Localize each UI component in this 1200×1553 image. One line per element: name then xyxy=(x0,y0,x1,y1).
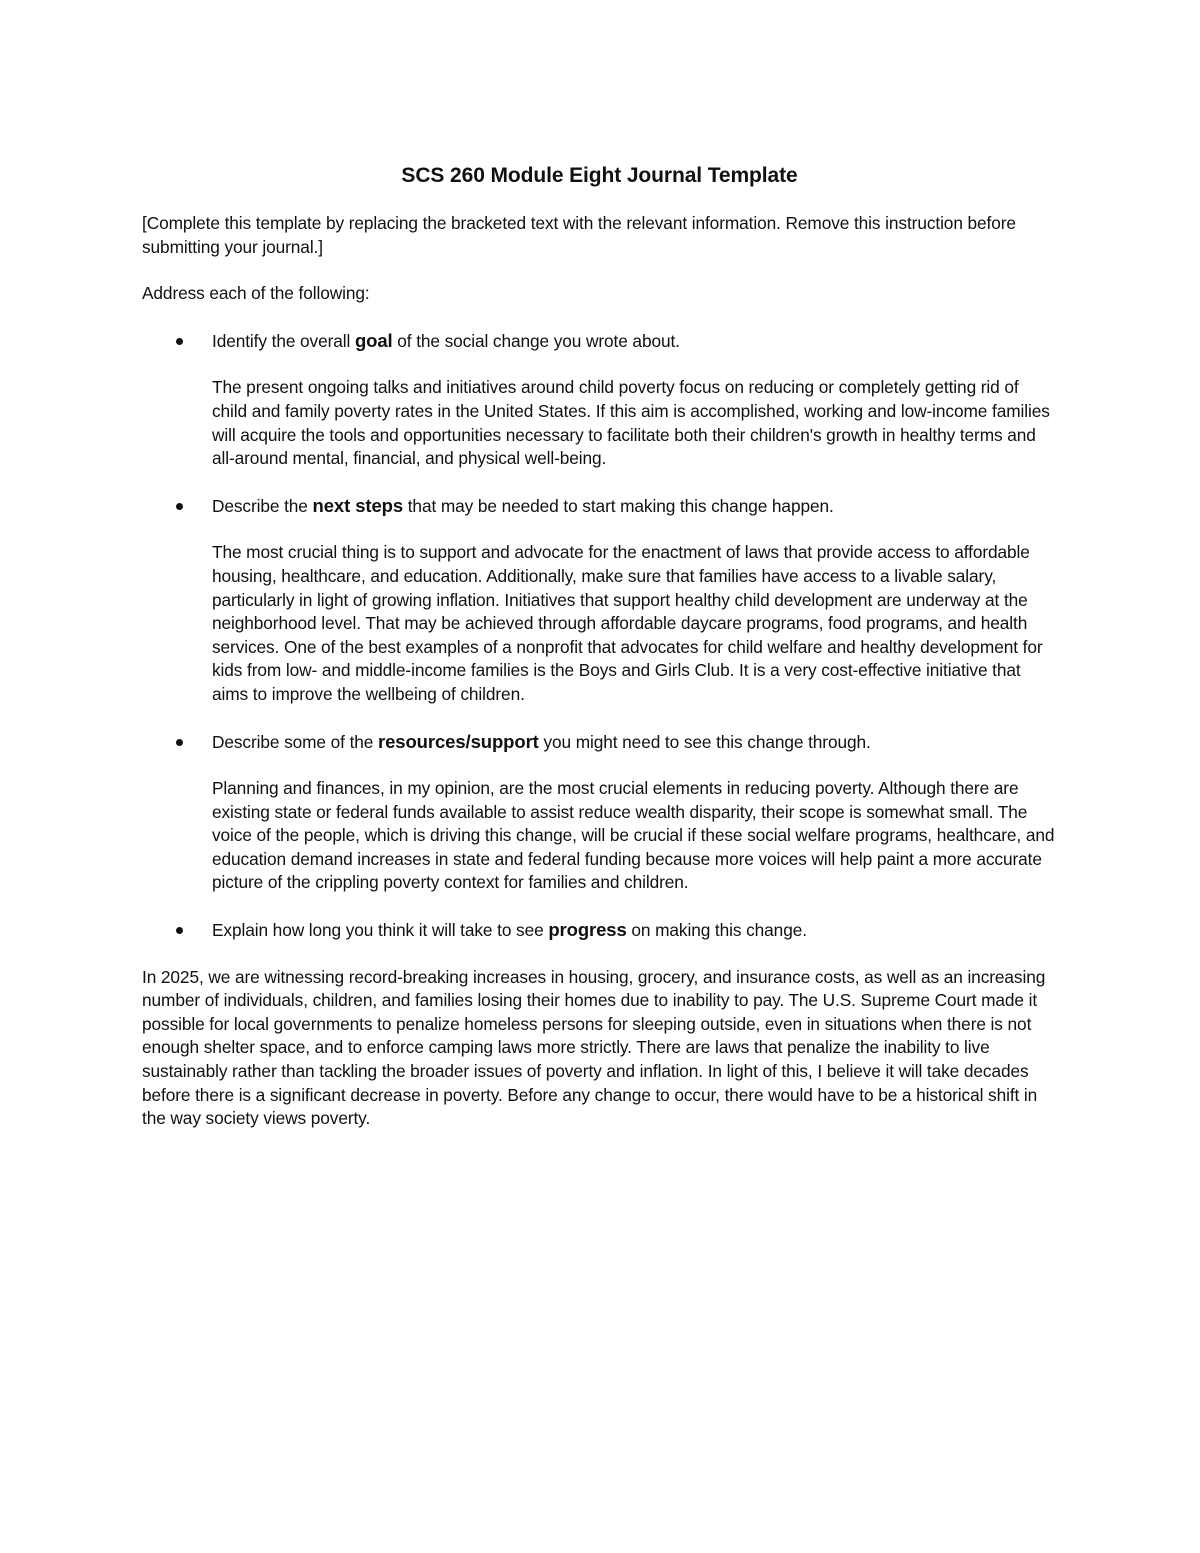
prompt-text: Identify the overall xyxy=(212,330,355,351)
bullet-icon xyxy=(176,927,183,934)
prompt-keyword: resources/support xyxy=(378,730,539,752)
answer-resources: Planning and finances, in my opinion, are the most crucial elements in reducing poverty. Although there are existing state or federal funds available to assist reduce wealth disparity, their scope is somewhat small. The voice of the people, which is driving this change, will be crucial if these social welfare programs, healthcare, and education demand increases in state and federal funding because more voices will help paint a more accurate picture of the crippling poverty context for families and children. xyxy=(212,778,1055,893)
bullet-icon xyxy=(176,503,183,510)
bullet-icon xyxy=(176,338,183,345)
prompt-text: Explain how long you think it will take to see xyxy=(212,920,549,941)
page-title: SCS 260 Module Eight Journal Template xyxy=(401,164,798,187)
prompt-text: of the social change you wrote about. xyxy=(392,330,680,351)
instruction-text: [Complete this template by replacing the bracketed text with the relevant information. Remove this instruction before submitting your journal.] xyxy=(142,213,1016,257)
address-intro: Address each of the following: xyxy=(142,283,370,304)
question-prompt-next-steps xyxy=(212,494,1057,519)
question-prompt-resources xyxy=(212,730,1057,755)
list-item-goal xyxy=(142,329,1057,471)
prompt-text: you might need to see this change through. xyxy=(538,731,871,752)
question-prompt-goal xyxy=(212,329,1057,354)
answer-next-steps: The most crucial thing is to support and advocate for the enactment of laws that provide access to affordable housing, healthcare, and education. Additionally, make sure that families have access to a livable salary, particularly in light of growing inflation. Initiatives that support healthy child development are underway at the neighborhood level. That may be achieved through affordable daycare programs, food programs, and health services. One of the best examples of a nonprofit that advocates for child welfare and healthy development for kids from low- and middle-income families is the Boys and Girls Club. It is a very cost-effective initiative that aims to improve the wellbeing of children. xyxy=(212,542,1043,704)
list-item-resources xyxy=(142,730,1057,896)
bullet-icon xyxy=(176,739,183,746)
prompt-text: Describe the xyxy=(212,495,313,516)
list-item-next-steps xyxy=(142,494,1057,707)
journal-questions-list xyxy=(142,329,1057,943)
prompt-keyword: progress xyxy=(548,919,627,941)
document-body xyxy=(142,162,1057,1131)
answer-progress: In 2025, we are witnessing record-breaking increases in housing, grocery, and insurance costs, as well as an increasing number of individuals, children, and families losing their homes due to inability to pay. The U.S. Supreme Court made it possible for local governments to penalize homeless persons for sleeping outside, even in situations when there is not enough shelter space, and to enforce camping laws more strictly. There are laws that penalize the inability to live sustainably rather than tackling the broader issues of poverty and inflation. In light of this, I believe it will take decades before there is a significant decrease in poverty. Before any change to occur, there would have to be a historical shift in the way society views poverty. xyxy=(142,966,1046,1129)
prompt-keyword: next steps xyxy=(312,494,404,516)
answer-goal: The present ongoing talks and initiatives around child poverty focus on reducing or completely getting rid of child and family poverty rates in the United States. If this aim is accomplished, working and low-income families will acquire the tools and opportunities necessary to facilitate both their children's growth in healthy terms and all-around mental, financial, and physical well-being. xyxy=(212,377,1050,469)
list-item-progress xyxy=(142,918,1057,943)
prompt-text: that may be needed to start making this change happen. xyxy=(403,495,834,516)
prompt-text: on making this change. xyxy=(626,920,807,941)
question-prompt-progress xyxy=(212,918,1057,943)
prompt-keyword: goal xyxy=(354,329,393,351)
prompt-text: Describe some of the xyxy=(212,731,378,752)
